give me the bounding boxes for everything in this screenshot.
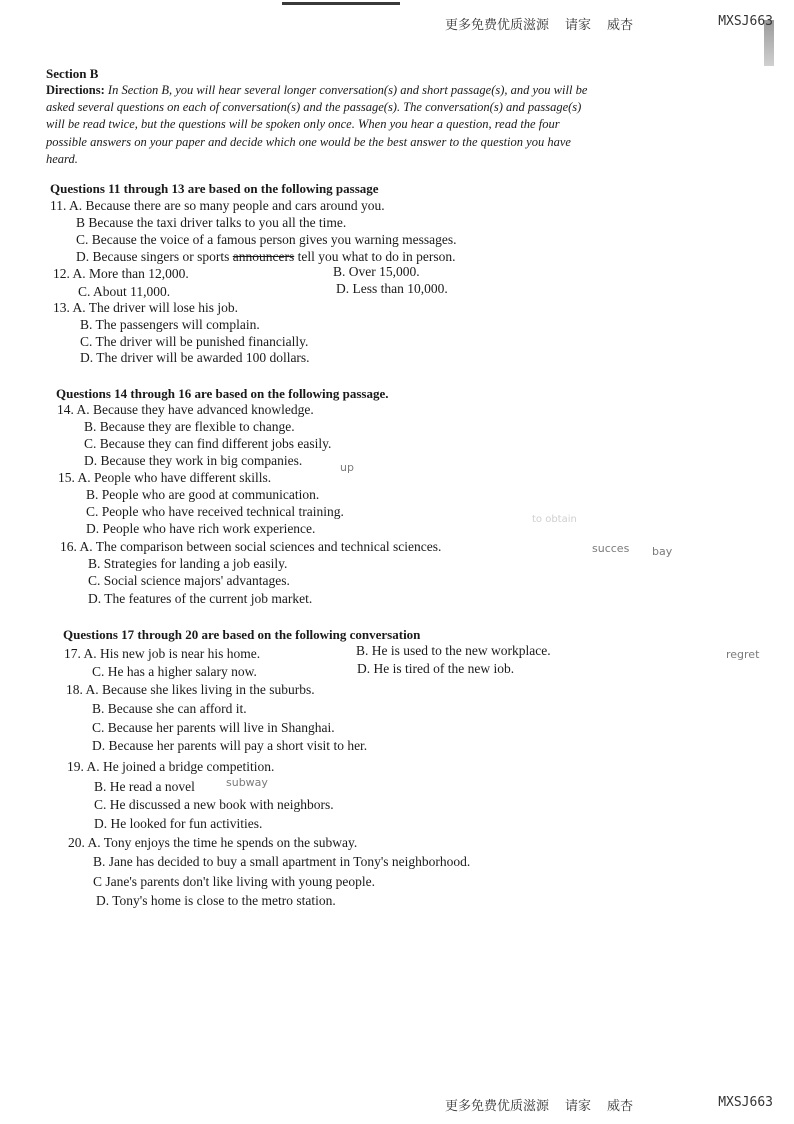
q19-option-a: 19. A. He joined a bridge competition. — [67, 759, 275, 774]
q17-option-c: C. He has a higher salary now. — [92, 664, 257, 679]
q15-option-d: D. People who have rich work experience. — [86, 521, 316, 536]
right-margin-note-1: succes — [592, 542, 630, 555]
directions-text: In Section B, you will hear several longer conversation(s) and short passage(s), and you will be asked several questions on each of conversation(s) and the passage(s). The conversation(s) and passage(s) will be read twice, but the questions will be spoken only once. When you hear a question, read the four possible answers on your paper and decide which one would be the best answer to the question you have heard. — [46, 83, 588, 166]
q16-option-d: D. The features of the current job market. — [88, 591, 313, 606]
q11-option-c: C. Because the voice of a famous person gives you warning messages. — [76, 232, 457, 247]
q20-option-c: C Jane's parents don't like living with young people. — [93, 874, 375, 889]
q12-option-a: 12. A. More than 12,000. — [53, 266, 189, 281]
q17-option-d: D. He is tired of the new iob. — [357, 661, 515, 676]
q18-option-c: C. Because her parents will live in Shanghai. — [92, 720, 335, 735]
q20-option-d: D. Tony's home is close to the metro station. — [96, 893, 336, 908]
q12-option-b: B. Over 15,000. — [333, 264, 420, 279]
q13-option-b: B. The passengers will complain. — [80, 317, 260, 332]
header-contact: 请家 — [565, 18, 592, 33]
group-heading-14-16: Questions 14 through 16 are based on the following passage. — [56, 386, 389, 401]
q15-option-b: B. People who are good at communication. — [86, 487, 320, 502]
q11-option-a: 11. A. Because there are so many people and cars around you. — [50, 198, 385, 213]
group-heading-17-20: Questions 17 through 20 are based on the following conversation — [63, 627, 421, 642]
q11-option-b: B Because the taxi driver talks to you all the time. — [76, 215, 347, 230]
q12-option-d: D. Less than 10,000. — [336, 281, 448, 296]
q15-option-c: C. People who have received technical training. — [86, 504, 344, 519]
q20-option-b: B. Jane has decided to buy a small apartment in Tony's neighborhood. — [93, 854, 471, 869]
q14-option-a: 14. A. Because they have advanced knowledge. — [57, 402, 314, 417]
page-footer — [445, 1095, 785, 1114]
q11-option-d-strike: announcers — [232, 249, 295, 264]
q14-option-b: B. Because they are flexible to change. — [84, 419, 295, 434]
faint-margin-note: to obtain — [532, 514, 577, 525]
q19-margin-note: subway — [226, 776, 268, 789]
q18-option-d: D. Because her parents will pay a short visit to her. — [92, 738, 368, 753]
q19-option-b: B. He read a novel — [94, 779, 195, 794]
right-margin-note-3: regret — [726, 648, 760, 661]
q13-option-c: C. The driver will be punished financially. — [80, 334, 309, 349]
q19-option-d: D. He looked for fun activities. — [94, 816, 263, 831]
q11-option-d — [76, 249, 455, 265]
q16-option-b: B. Strategies for landing a job easily. — [88, 556, 288, 571]
section-title: Section B — [46, 66, 99, 81]
q13-option-a: 13. A. The driver will lose his job. — [53, 300, 238, 315]
directions-label: Directions: — [46, 83, 105, 97]
q11-option-d-post: tell you what to do in person. — [294, 249, 456, 264]
q20-option-a: 20. A. Tony enjoys the time he spends on the subway. — [68, 835, 358, 850]
footer-contact: 请家 — [565, 1099, 592, 1114]
right-margin-note-2: bay — [652, 545, 673, 558]
footer-promo: 更多免费优质滋源 — [445, 1099, 550, 1114]
q14-option-c: C. Because they can find different jobs easily. — [84, 436, 332, 451]
q12-option-c: C. About 11,000. — [78, 284, 171, 299]
header-promo: 更多免费优质滋源 — [445, 18, 550, 33]
q13-option-d: D. The driver will be awarded 100 dollars. — [80, 350, 310, 365]
footer-code: MXSJ663 — [718, 1095, 773, 1110]
header-name: 威杏 — [607, 18, 634, 33]
page-header — [445, 14, 785, 33]
footer-name: 威杏 — [607, 1099, 634, 1114]
q18-option-a: 18. A. Because she likes living in the suburbs. — [66, 682, 315, 697]
q16-option-a: 16. A. The comparison between social sciences and technical sciences. — [60, 539, 442, 554]
q19-option-c: C. He discussed a new book with neighbors. — [94, 797, 334, 812]
header-code: MXSJ663 — [718, 14, 773, 29]
q14-option-d: D. Because they work in big companies. — [84, 453, 303, 468]
q15-option-a: 15. A. People who have different skills. — [58, 470, 272, 485]
q17-option-b: B. He is used to the new workplace. — [356, 643, 551, 658]
scan-artifact-line — [282, 2, 400, 5]
group-heading-11-13: Questions 11 through 13 are based on the following passage — [50, 181, 379, 196]
q16-option-c: C. Social science majors' advantages. — [88, 573, 290, 588]
q11-option-d-pre: D. Because singers or sports — [76, 249, 233, 264]
q17-option-a: 17. A. His new job is near his home. — [64, 646, 261, 661]
q18-option-b: B. Because she can afford it. — [92, 701, 247, 716]
q15-margin-note: up — [340, 461, 354, 474]
directions — [46, 82, 594, 168]
